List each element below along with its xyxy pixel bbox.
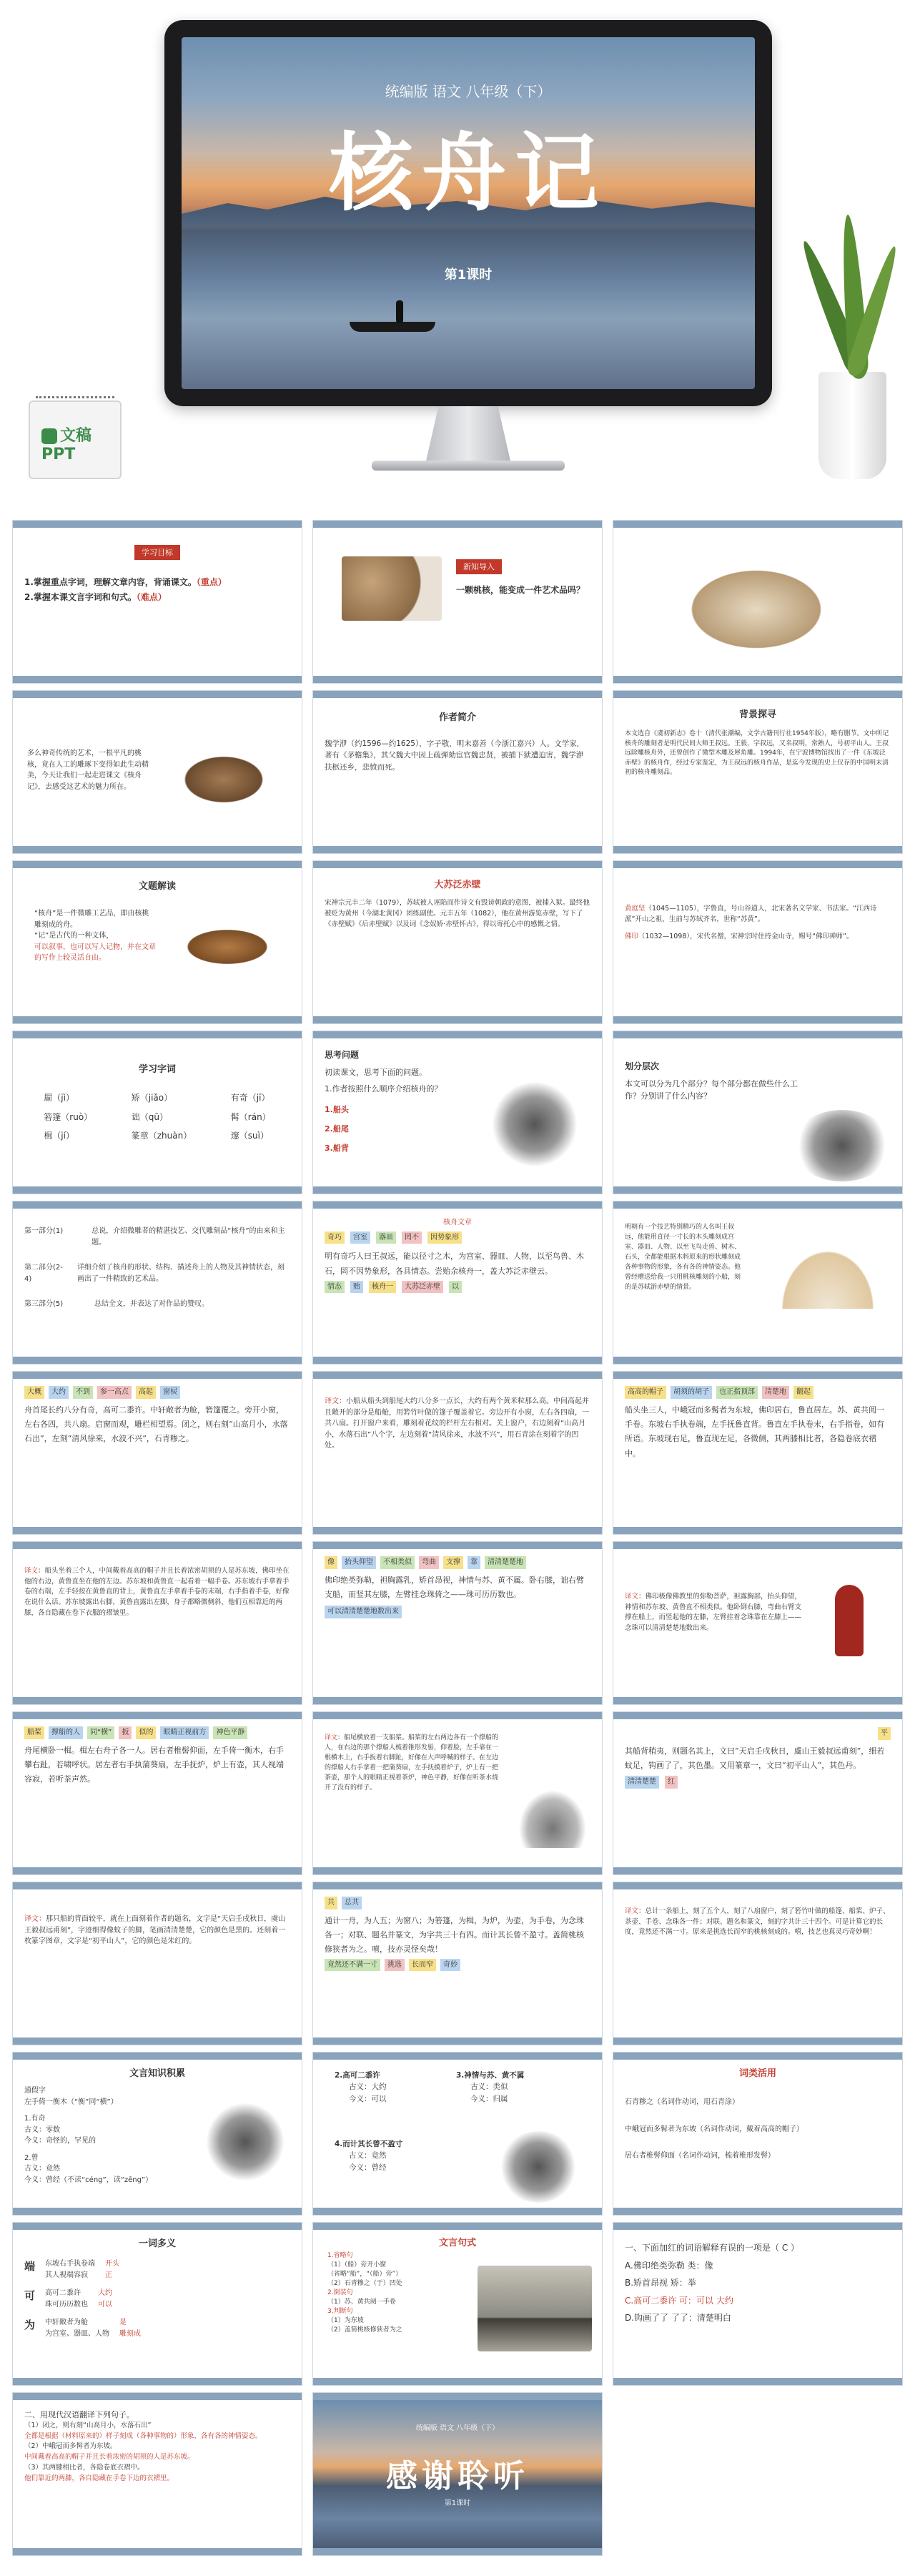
slide-header: 核舟文章	[443, 1219, 472, 1226]
annotation-tag: 平	[878, 1727, 891, 1740]
usage-line: 石青糁之（名词作动词，用石青涂）	[625, 2098, 739, 2107]
annotation-tag: 高高的帽子	[625, 1386, 666, 1399]
slide-quiz-2[interactable]	[13, 2393, 302, 2555]
vocab-word: 篆章（zhuàn）	[131, 1131, 192, 1141]
annotation-tag: 像	[325, 1556, 337, 1569]
quiz-answer: 中间戴着高高的帽子并且长着浓密的胡须的人是苏东坡。	[24, 2453, 194, 2462]
part-text: 总说，介绍微雕者的精湛技艺、交代雕刻品“核舟”的由来和主题。	[92, 1227, 285, 1247]
annotation-tag: 总共	[342, 1897, 362, 1909]
walnut-boat-image	[177, 925, 277, 968]
quiz-answer: 全都是根据（材料原来的）样子刻成（各种事物的）形象，各有各的神情姿态。	[24, 2432, 262, 2440]
poly-word: 端	[24, 2260, 36, 2273]
annotation-tag: 参一高点	[97, 1386, 132, 1399]
walnut-image	[342, 556, 442, 621]
slide-word-usage[interactable]	[613, 2053, 902, 2215]
slide-text-para5[interactable]	[13, 1712, 302, 1874]
pattern-line: 1.省略句	[327, 2252, 353, 2259]
vocab-column	[132, 1091, 192, 1149]
classical-text: 舟尾横卧一楫。楫左右舟子各一人。居右者椎髻仰面，左手倚一衡木，右手攀右趾，若啸呼状。居左者右手执蒲葵扇，左手抚炉，炉上有壶，其人视端容寂，若听茶声然。	[24, 1745, 284, 1784]
part-label: 第一部分(1)	[24, 1227, 64, 1235]
annotation-tag: 共	[325, 1897, 337, 1909]
vocab-word: 有奇（jī）	[230, 1093, 270, 1103]
logo	[41, 423, 120, 463]
annotation-tag: 支撑	[443, 1556, 463, 1569]
knowledge-item: 今义：曾经（不读“céng”，读“zēng”）	[24, 2176, 153, 2184]
ink-flower-image	[492, 1081, 578, 1167]
plant-pot	[818, 372, 886, 479]
slide-title: 背景探寻	[738, 709, 776, 720]
boat-lake-image	[478, 2266, 592, 2351]
quiz-question: 一、下面加红的词语解释有误的一项是（ C ）	[625, 2243, 800, 2253]
question: 1.作者按照什么顺序介绍核舟的？	[325, 1083, 442, 1093]
modern-meaning: 今义：归属	[470, 2094, 508, 2103]
poly-word: 为	[24, 2319, 36, 2332]
word-entry: 4.而计其长曾不盈寸	[335, 2140, 403, 2148]
translation-text: 那只船的背面较平，就在上面刻着作者的题名，文字是“天启壬戌秋日，虞山王毅叔远甫刻”，字迹细得像蚊子的脚，笔画清清楚楚，它的颜色是黑的。还刻着一枚篆字图章，文字是“初平山人”，它的颜色是朱红的。	[24, 1915, 286, 1945]
poly-word: 可	[24, 2289, 36, 2303]
poly-meaning: 可以	[98, 2300, 113, 2309]
slide-intro-text[interactable]	[13, 691, 302, 853]
slide-header: 译文	[325, 1734, 338, 1741]
slide-title: 文言句式	[438, 2238, 476, 2248]
modern-meaning: 今义：可以	[349, 2094, 387, 2103]
vocab-word: 箬篷（ruò）	[44, 1111, 93, 1122]
slide-polysemy[interactable]	[13, 2223, 302, 2385]
classical-text: 佛印绝类弥勒，袒胸露乳，矫首昂视，神情与苏、黄不属。卧右膝，诎右臂支船，而竖其左膝，左臂挂念珠倚之——珠可历历数也。	[325, 1575, 584, 1599]
classical-text: 舟首尾长约八分有奇，高可二黍许。中轩敞者为舱，箬篷覆之。旁开小窗，左右各四，共八扇。启窗而观，雕栏相望焉。闭之，则右刻“山高月小，水落石出”，左刻“清风徐来，水波不兴”，石青糁之。	[24, 1405, 288, 1444]
annotation-note: 可以清清楚楚地数出来	[325, 1606, 402, 1618]
slide-text-para4[interactable]	[313, 1542, 602, 1704]
knowledge-item: 古义：零数	[24, 2125, 60, 2134]
slide-text-para2[interactable]	[13, 1372, 302, 1534]
boat-painting-image	[513, 1784, 592, 1848]
goal-1-mark: （重点）	[196, 577, 227, 588]
usage-line: 居右者椎髻仰面（名词作动词，梳着椎形发髻）	[625, 2152, 775, 2160]
annotation-tag: 长而窄	[409, 1959, 436, 1972]
annotation-tag: 也正指顶部	[716, 1386, 758, 1399]
quiz-answer: 他们靠近的两膝，各自隐藏在手卷下边的衣褶里。	[24, 2474, 174, 2482]
thanks-subtitle: 统编版 语文 八年级（下）	[415, 2424, 500, 2432]
slide-author[interactable]	[313, 691, 602, 853]
modern-meaning: 今义：曾经	[349, 2163, 387, 2172]
structure-question: 本文可以分为几个部分？每个部分都在做些什么工作？分别讲了什么内容？	[625, 1078, 798, 1101]
intro-text: 多么神奇传统的艺术，一根平凡的桃核，竟在人工的雕琢下变得如此生动精美，今天让我们一起走进课文《核舟记》，去感受这艺术的魅力所在。	[27, 749, 149, 791]
annotation-tag: 器皿	[376, 1232, 396, 1244]
pattern-line: （1）为东坡	[327, 2317, 364, 2325]
quiz-line: （3）其两膝相比者，各隐卷底衣褶中。	[24, 2463, 144, 2472]
slide-ancient-modern[interactable]	[313, 2053, 602, 2215]
classical-text: 船头坐三人，中峨冠而多髯者为东坡，佛印居右，鲁直居左。苏、黄共阅一手卷。东坡右手执卷端，左手抚鲁直背。鲁直左手执卷末，右手指卷，如有所语。东坡现右足，鲁直现左足，各微侧，其两膝相比者，各隐卷底衣褶中。	[625, 1405, 884, 1458]
word-entry: 3.神情与苏、黄不属	[456, 2071, 525, 2080]
poly-meaning: 是	[119, 2319, 127, 2327]
annotation-tag: 窗棂	[160, 1386, 180, 1399]
slide-title: 思考问题	[325, 1050, 360, 1060]
vocab-word: 邃（suì）	[230, 1131, 269, 1141]
title-text-2: “记”是古代的一种文体，	[34, 932, 114, 940]
part-text: 详细介绍了核舟的形状、结构、描述舟上的人物及其神情状态，刻画出了一件精致的艺术品。	[76, 1264, 285, 1283]
name-foyin: 佛印	[625, 933, 639, 941]
slide-title: 大苏泛赤壁	[434, 880, 481, 890]
annotation-tag: 挑选	[385, 1959, 405, 1972]
desk-calendar	[29, 400, 122, 479]
translation-text: 佛印极像佛教里的弥勒菩萨，袒露胸部，抬头仰望，神情和苏东坡、黄鲁直不相类似。他卧倒右膝，弯曲右臂支撑在船上，而竖起他的左膝，左臂挂着念珠靠在左膝上——念珠可以清清楚楚地数出来。	[625, 1593, 802, 1633]
translation-text: 明朝有一个技艺特别精巧的人名叫王叔远，他能用直径一寸长的木头雕刻成宫室、器皿、人物、以至飞鸟走兽、树木、石头，全都能根据木料原来的形状雕刻成各种事物的形象，各有各的神情姿态。他曾经赠送给我一只用桃核雕刻的小船，刻的是苏轼游赤壁的情景。	[625, 1224, 741, 1291]
annotation-tag: 神色平静	[213, 1726, 247, 1739]
slide-translation-1[interactable]	[613, 1201, 902, 1364]
slide-translation-2[interactable]: 译文：小船从船头到船尾大约八分多一点长，大约有两个黄米粒那么高。中间高起并且敞开的部分是船舱，用箬竹叶做的篷子覆盖着它。旁边开有小窗，左右各四扇，一共八扇。打开窗户来看，雕刻着花纹的栏杆左右相对。关上窗户，右边刻着“山高月小，水落石出”八个字，左边刻着“清风徐来，水波不兴”，用石青涂在刻着字的凹处。	[313, 1372, 602, 1534]
slide-title: 文言知识积累	[129, 2068, 185, 2079]
slide-header: 译文	[625, 1593, 639, 1601]
slide-knowledge[interactable]	[13, 2053, 302, 2215]
annotation-tag: 似的	[136, 1726, 156, 1739]
monitor-mockup	[164, 20, 772, 406]
annotation-tag: 抬头仰望	[342, 1556, 376, 1569]
monk-image	[835, 1585, 864, 1656]
fan-image	[771, 1237, 885, 1309]
poly-meaning: 开头	[105, 2260, 120, 2268]
question-intro: 初读课文，思考下面的问题。	[325, 1067, 427, 1077]
annotation-tag: 清楚地	[762, 1386, 789, 1399]
pine-painting-image	[206, 2103, 285, 2181]
slide-header: 新知导入	[456, 559, 502, 574]
annotation-tag: 翻起	[793, 1386, 813, 1399]
name-huang: 黄庭坚	[625, 905, 646, 913]
slide-title: 一词多义	[138, 2238, 176, 2249]
slide-think-question[interactable]	[313, 1031, 602, 1194]
knowledge-label: 通假字	[24, 2087, 46, 2095]
slide-header: 学习目标	[134, 545, 180, 560]
annotation-tag: 不到	[73, 1386, 93, 1399]
vocab-word: 楫（jí）	[44, 1131, 74, 1141]
slide-sentence-patterns[interactable]	[313, 2223, 602, 2385]
annotation-tag: 清清楚楚	[625, 1776, 659, 1789]
quiz-option[interactable]: B.矫首昂视 矫：举	[625, 2278, 696, 2289]
annotation-tag: 高起	[136, 1386, 156, 1399]
slide-learning-goals[interactable]	[13, 521, 302, 683]
slide-translation-3[interactable]: 译文：船头坐着三个人，中间戴着高高的帽子并且长着浓密胡须的人是苏东坡，佛印坐在他的右边，黄鲁直坐在他的左边。苏东坡和黄鲁直一起看着一幅手卷。苏东坡右手拿着手卷的右端，左手轻按在黄鲁直的背上，黄鲁直左手拿着手卷的末端，右手指着手卷，好像在说什么话。苏东坡露出右脚，黄鲁直露出左脚，身子都略微侧斜，他们互相靠近的两膝，各自隐藏在卷下衣服的褶皱里。	[13, 1542, 302, 1704]
goal-1: 1.掌握重点字词，理解文章内容，背诵课文。	[24, 577, 197, 588]
vocab-word: 髯（rán）	[230, 1111, 271, 1122]
vocab-word: 矫（jiǎo）	[131, 1093, 173, 1103]
slide-title-interpretation[interactable]	[13, 861, 302, 1023]
slide-translation-5[interactable]: 译文：船尾横放着一支船桨。船桨的左右两边各有一个撑船的人，在右边的那个撑船人梳着锥形发髻，仰着脸，左手靠在一根横木上，右手扳着右脚趾，好像在大声呼喊的样子。在左边的撑船人右手拿着一把蒲葵扇，左手抚摸着炉子，炉上有一把茶壶，那个人的眼睛正视着茶炉，神色平静，好像在听茶水烧开了没有的样子。	[313, 1712, 602, 1874]
annotation-tag: 贻	[350, 1281, 363, 1294]
slide-header: 译文	[625, 1907, 639, 1915]
annotation-tag: 同“横”	[87, 1726, 114, 1739]
slide-title: 学习字词	[138, 1064, 176, 1075]
annotation-tag: 罔不	[402, 1232, 422, 1244]
quiz-option[interactable]: C.高可二黍许 可：可以 大约	[625, 2295, 733, 2306]
slide-translation-7[interactable]: 译文：总计一条船上，刻了五个人，刻了八扇窗户，刻了箬竹叶做的船篷、船桨、炉子、茶壶、手卷、念珠各一件；对联、题名和篆文，刻的字共计三十四个。可是计算它的长度，竟然还不满一寸。原来是挑选长而窄的桃核刻成的。嘻，技艺也真灵巧奇妙啊！	[613, 1882, 902, 2045]
fisherman-silhouette	[396, 300, 403, 323]
poly-meaning: 大约	[98, 2289, 113, 2298]
annotation-tag: 大苏泛赤壁	[402, 1281, 443, 1294]
pattern-line: （2）盖简桃核修狭者为之	[327, 2326, 402, 2334]
poly-meaning: 雕刻成	[119, 2329, 142, 2338]
annotation-tag: 船桨	[24, 1726, 44, 1739]
monitor-stand-base	[372, 461, 565, 471]
annotation-tag: 大约	[49, 1386, 69, 1399]
hero-title: 核舟记	[328, 123, 608, 222]
usage-line: 中峨冠而多髯者为东坡（名词作动词，戴着高高的帽子）	[625, 2125, 803, 2133]
slide-vocabulary[interactable]	[13, 1031, 302, 1194]
annotation-tag: 不相类似	[380, 1556, 415, 1569]
annotation-tag: 红	[665, 1776, 678, 1789]
logo-text: 文稿PPT	[41, 427, 92, 463]
slide-thanks[interactable]	[313, 2393, 602, 2555]
annotation-tag: 清清楚楚地	[485, 1556, 526, 1569]
pattern-line: 2.倒装句	[327, 2289, 353, 2297]
carved-boat-image	[656, 549, 856, 649]
foyin-text: （1032—1098），宋代名僧，宋神宗时住持金山寺，赐号“佛印禅师”。	[638, 933, 854, 941]
pattern-line: （1）苏、黄共阅一手卷	[327, 2299, 396, 2306]
annotation-tag: 奇巧	[325, 1232, 345, 1244]
annotation-tag: 胡须的胡子	[671, 1386, 712, 1399]
hero-lesson: 第1课时	[444, 267, 493, 282]
slide-text-para1[interactable]	[313, 1201, 602, 1364]
poly-example: 高可二黍许	[45, 2289, 81, 2298]
translation-text: 船尾横放着一支船桨。船桨的左右两边各有一个撑船的人，在右边的那个撑船人梳着锥形发髻，仰着脸，左手靠在一根横木上，右手扳着右脚趾，好像在大声呼喊的样子。在左边的撑船人右手拿着一把蒲葵扇，左手抚摸着炉子，炉上有一把茶壶，那个人的眼睛正视着茶炉，神色平静，好像在听茶水烧开了没有的样子。	[325, 1734, 499, 1791]
pattern-line: （1）（船）旁开小窗	[327, 2261, 387, 2269]
slide-boat-photo[interactable]	[613, 521, 902, 683]
annotation-tag: 竟然还不满一寸	[325, 1959, 380, 1972]
monitor-stand-neck	[422, 406, 515, 463]
annotation-tag: 扳	[119, 1726, 132, 1739]
ancient-meaning: 古义：大约	[349, 2083, 387, 2092]
slide-translation-6[interactable]: 译文：那只船的背面较平，就在上面刻着作者的题名，文字是“天启壬戌秋日，虞山王毅叔远甫刻”，字迹细得像蚊子的脚，笔画清清楚楚，它的颜色是黑的。还刻着一枚篆字图章，文字是“初平山人”，它的颜色是朱红的。	[13, 1882, 302, 2045]
carved-boat-image	[170, 748, 277, 805]
poly-example: 东坡右手执卷端	[45, 2260, 96, 2268]
poly-example: 中轩敞者为舱	[45, 2319, 89, 2327]
hero-section	[0, 0, 915, 501]
goal-2: 2.掌握本课文言字词和句式。	[24, 591, 137, 602]
slide-title: 作者简介	[438, 712, 476, 723]
hero-subtitle: 统编版 语文 八年级（下）	[385, 83, 552, 100]
slide-background[interactable]	[613, 691, 902, 853]
pattern-line: 3.判断句	[327, 2308, 353, 2316]
poly-meaning: 正	[105, 2271, 113, 2279]
poly-example: 为宫室、器皿、人物	[45, 2329, 110, 2338]
part-text: 总结全文，并表达了对作品的赞叹。	[94, 1300, 209, 1308]
quiz-option[interactable]: D.钩画了了 了了：清楚明白	[625, 2313, 731, 2324]
classical-text: 通计一舟，为人五；为窗八；为箬篷，为楫，为炉，为壶，为手卷，为念珠各一；对联、题名并篆文，为字共三十有四。而计其长曾不盈寸。盖简桃核修狭者为之。嘻，技亦灵怪矣哉！	[325, 1915, 584, 1955]
vocab-column	[44, 1091, 92, 1149]
pattern-line: （省略“船”，“（船）旁”）	[327, 2271, 402, 2278]
pattern-line: （2）石青糁之（于）凹处	[327, 2280, 402, 2288]
bird-painting-image	[499, 2131, 578, 2203]
slide-parts[interactable]	[13, 1201, 302, 1364]
ancient-meaning: 古义：类似	[470, 2083, 508, 2092]
calendar-rings	[36, 396, 114, 403]
goal-2-mark: （难点）	[136, 591, 167, 602]
quiz-option[interactable]: A.佛印绝类弥勒 类：像	[625, 2260, 713, 2271]
boat-silhouette	[350, 322, 435, 332]
thanks-title: 感谢聆听	[386, 2458, 529, 2494]
annotation-tag: 核舟一	[369, 1281, 396, 1294]
author-text: 魏学洢（约1596—约1625），字子敬，明末嘉善（今浙江嘉兴）人。文学家，著有《茅檐集》，其父魏大中因上疏弹劾宦官魏忠贤，被捕下狱遭迫害，魏学洢扶柩还乡，悲愤而死。	[325, 739, 585, 772]
slide-text-para7[interactable]	[313, 1882, 602, 2045]
classical-text: 其船背稍夷，则题名其上，文曰“天启壬戌秋日，虞山王毅叔远甫刻”，细若蚊足，钩画了了，其色墨。又用篆章一，文曰“初平山人”，其色丹。	[625, 1746, 885, 1770]
annotation-tag: 靠	[468, 1556, 480, 1569]
knowledge-item: 古义：竟然	[24, 2165, 60, 2173]
answer-3: 3.船背	[325, 1143, 349, 1153]
ink-mountain-image	[792, 1110, 892, 1181]
poly-example: 其人视端容寂	[45, 2271, 89, 2279]
translation-text: 船头坐着三个人，中间戴着高高的帽子并且长着浓密胡须的人是苏东坡，佛印坐在他的右边，黄鲁直坐在他的左边。苏东坡和黄鲁直一起看着一幅手卷。苏东坡右手拿着手卷的右端，左手轻按在黄鲁直的背上，黄鲁直左手拿着手卷的末端，右手指着手卷，好像在说什么话。苏东坡露出右脚，黄鲁直露出左脚，身子都略微侧斜，他们互相靠近的两膝，各自隐藏在卷下衣服的褶皱里。	[24, 1567, 290, 1617]
answer-2: 2.船尾	[325, 1124, 349, 1134]
translation-text: 小船从船头到船尾大约八分多一点长，大约有两个黄米粒那么高。中间高起并且敞开的部分是船舱，用箬竹叶做的篷子覆盖着它。旁边开有小窗，左右各四扇，一共八扇。打开窗户来看，雕刻着花纹的栏杆左右相对。关上窗户，右边刻着“山高月小，水落石出”八个字，左边刻着“清风徐来，水波不兴”，用石青涂在刻着字的凹处。	[325, 1397, 589, 1450]
vocab-column	[231, 1091, 271, 1149]
annotation-tag: 眼睛正视前方	[160, 1726, 209, 1739]
monitor-screen	[182, 37, 755, 389]
knowledge-item: 左手倚一衡木（“衡”同“横”）	[24, 2098, 118, 2106]
answer-1: 1.船头	[325, 1104, 349, 1114]
annotation-tag: 奇妙	[440, 1959, 460, 1972]
slide-text-para6[interactable]	[613, 1712, 902, 1874]
slide-header: 译文	[24, 1915, 39, 1923]
slide-translation-4[interactable]: 译文：佛印极像佛教里的弥勒菩萨，袒露胸部，抬头仰望，神情和苏东坡、黄鲁直不相类似。他卧倒右膝，弯曲右臂支撑在船上，而竖起他的左膝，左臂挂着念珠靠在左膝上——念珠可以清清楚楚地数出来。	[613, 1542, 902, 1704]
vocab-word: 诎（qū）	[131, 1111, 168, 1122]
translation-text: 总计一条船上，刻了五个人，刻了八扇窗户，刻了箬竹叶做的船篷、船桨、炉子、茶壶、手卷、念珠各一件；对联、题名和篆文，刻的字共计三十四个。可是计算它的长度，竟然还不满一寸。原来是挑选长而窄的桃核刻成的。嘻，技艺也真灵巧奇妙啊！	[625, 1907, 890, 1937]
background-text: 本文选自《虞初新志》卷十（清代张潮编，文学古籍刊行社1954年版），略有删节。文中所记核舟的雕刻者是明代民间大师王叔远。王毅，字叔远，又名叔明，常熟人，号初平山人。王叔远除雕核舟外，还曾创作了微型木雕及犀角雕。1994年，在宁波博物馆找出了一件《东坡泛赤壁》的核舟作，经过专家鉴定，为王叔远的核舟作品，是迄今发现的史上仅存的中国明末清初的核舟雕刻品。	[625, 730, 889, 777]
poly-example: 珠可历历数也	[45, 2300, 89, 2309]
title-highlight: 可以叙事，也可以写人记物，并在文章的写作上较灵活自由。	[34, 943, 156, 962]
slide-intro[interactable]	[313, 521, 602, 683]
slide-title: 文题解读	[138, 881, 176, 892]
part-label: 第二部分(2-4)	[24, 1264, 63, 1283]
vocab-grid	[24, 1091, 290, 1149]
slide-su-shi[interactable]	[313, 861, 602, 1023]
quiz-line: （1）闭之，则右刻“山高月小，水落石出”	[24, 2422, 152, 2430]
su-shi-text: 宋神宗元丰二年（1079），苏轼被人诬陷而作诗文有毁谤朝政的意图，被捕入狱。最终他被贬为黄州（今湖北黄冈）团练副使。元丰五年（1082），他在黄州游览赤壁，写下了《赤壁赋》《后赤壁赋》以及词《念奴娇·赤壁怀古》，得以寄托心中的感慨之情。	[325, 899, 590, 928]
intro-question: 一颗桃核，能变成一件艺术品吗？	[456, 585, 585, 595]
annotation-tag: 以	[449, 1281, 462, 1294]
slide-text-para3[interactable]	[613, 1372, 902, 1534]
slide-header: 译文	[24, 1567, 39, 1575]
annotation-tag: 情态	[325, 1281, 345, 1294]
slide-title: 词类活用	[738, 2068, 776, 2079]
annotation-tag: 大概	[24, 1386, 44, 1399]
thanks-lesson: 第1课时	[444, 2499, 471, 2507]
annotation-tag: 撑船的人	[49, 1726, 83, 1739]
slide-structure[interactable]	[613, 1031, 902, 1194]
vocab-word: 罽（jì）	[44, 1093, 74, 1103]
slide-quiz-1[interactable]	[613, 2223, 902, 2385]
slide-huang-foyin[interactable]	[613, 861, 902, 1023]
title-text-1: “核舟”是一件微雕工艺品，即由核桃雕刻成的舟。	[34, 910, 149, 929]
part-label: 第三部分(5)	[24, 1300, 64, 1308]
classical-text: 明有奇巧人曰王叔远，能以径寸之木，为宫室、器皿、人物，以至鸟兽、木石，罔不因势象形，各具情态。尝贻余核舟一，盖大苏泛赤壁云。	[325, 1252, 584, 1276]
quiz-line: （2）中峨冠而多髯者为东坡。	[24, 2442, 117, 2451]
knowledge-label: 1.有奇	[24, 2115, 46, 2123]
slide-title: 划分层次	[625, 1061, 660, 1071]
knowledge-item: 今义：奇怪的，罕见的	[24, 2137, 96, 2145]
word-entry: 2.高可二黍许	[335, 2071, 380, 2080]
annotation-tag: 宫室	[350, 1232, 370, 1244]
annotation-tag: 因势象形	[427, 1232, 462, 1244]
annotation-tag: 弯曲	[419, 1556, 439, 1569]
ancient-meaning: 古义：竟然	[349, 2151, 387, 2160]
knowledge-label: 2.曾	[24, 2153, 39, 2162]
quiz-question: 二、用现代汉语翻译下列句子。	[24, 2410, 134, 2419]
logo-icon	[41, 428, 57, 444]
huang-text: （1045—1105），字鲁直，号山谷道人，北宋著名文学家、书法家。“江西诗派”开山之祖，生前与苏轼齐名，世称“苏黄”。	[625, 905, 877, 923]
slide-header: 译文	[325, 1397, 339, 1405]
